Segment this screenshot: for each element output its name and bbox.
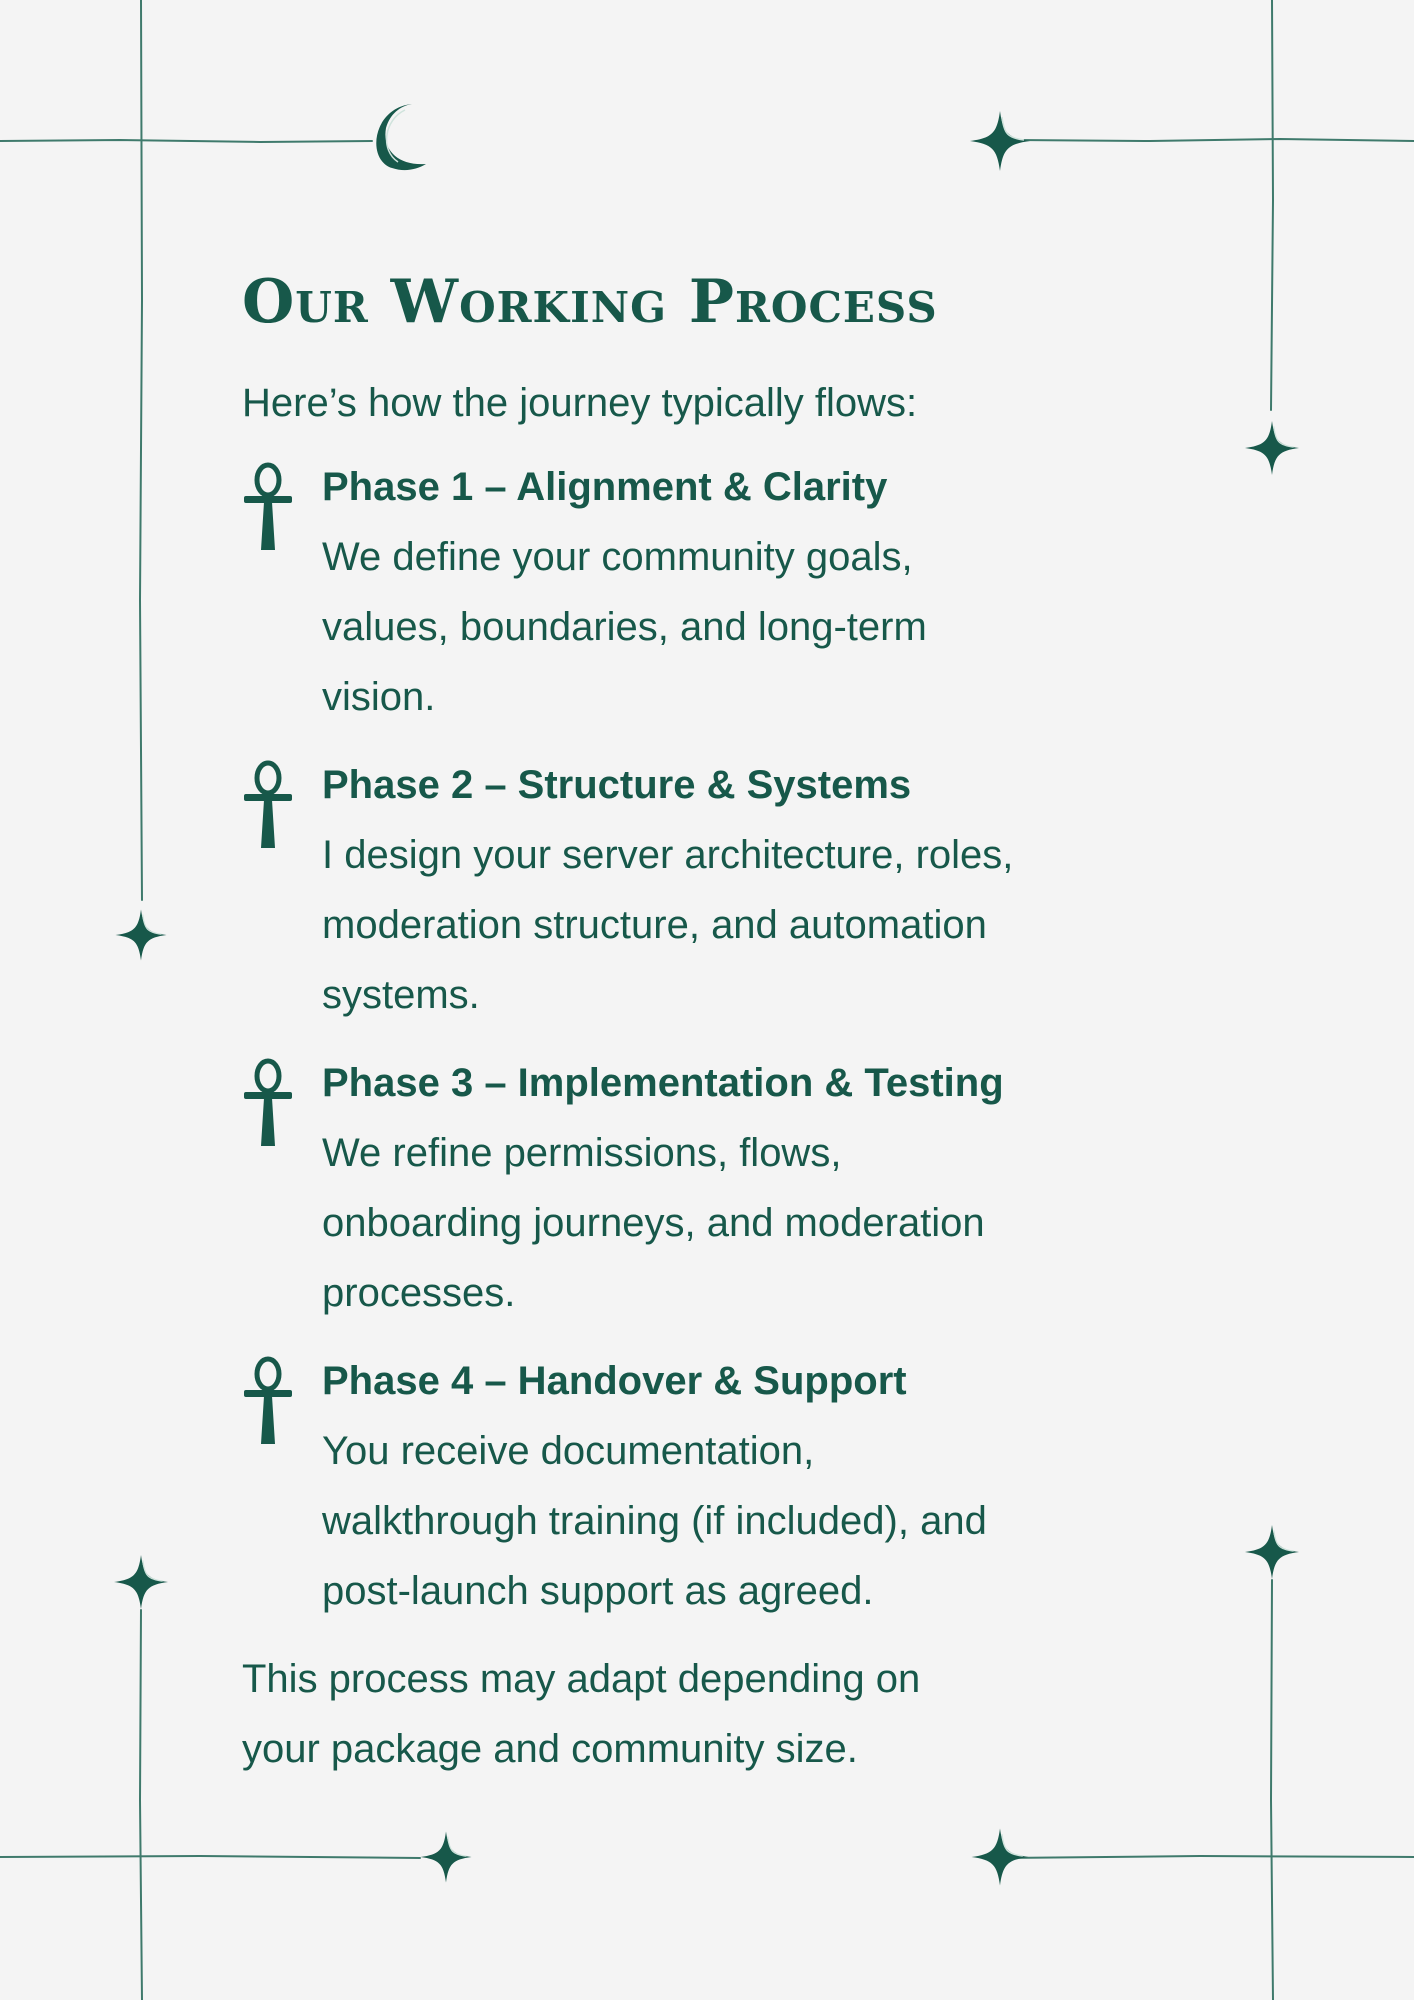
page-title: Our Working Process [242,267,938,337]
phase-item-4 [242,1346,1182,1626]
phase-description-line: I design your server architecture, roles, [322,833,1014,877]
phase-description-line: vision. [322,675,436,719]
phase-description [322,1118,1182,1328]
crescent-moon-icon [376,104,426,170]
phase-title: Phase 2 – Structure & Systems [322,763,912,807]
phase-description-line: We define your community goals, [322,535,913,579]
phase-description-line: We refine permissions, flows, [322,1131,842,1175]
phase-description-line: moderation structure, and automation [322,903,987,947]
closing-note-line: This process may adapt depending on [242,1657,921,1701]
phase-description [322,1416,1182,1626]
ankh-icon [242,462,294,552]
intro-text: Here’s how the journey typically flows: [242,381,918,425]
phase-description [322,820,1182,1030]
phase-description-line: You receive documentation, [322,1429,815,1473]
phase-list [242,452,1182,1626]
phase-description [322,522,1182,732]
phase-item-3 [242,1048,1182,1328]
phase-description-line: processes. [322,1271,516,1315]
phase-title: Phase 1 – Alignment & Clarity [322,465,888,509]
phase-title: Phase 3 – Implementation & Testing [322,1061,1004,1105]
phase-description-line: values, boundaries, and long-term [322,605,927,649]
phase-item-1 [242,452,1182,732]
closing-note-line: your package and community size. [242,1727,858,1771]
ankh-icon [242,1356,294,1446]
phase-description-line: onboarding journeys, and moderation [322,1201,985,1245]
phase-item-2 [242,750,1182,1030]
phase-description-line: walkthrough training (if included), and [322,1499,987,1543]
closing-note [242,1644,1122,1784]
main-content [242,262,1182,1784]
phase-description-line: post-launch support as agreed. [322,1569,874,1613]
phase-description-line: systems. [322,973,480,1017]
ankh-icon [242,760,294,850]
phase-title: Phase 4 – Handover & Support [322,1359,907,1403]
ankh-icon [242,1058,294,1148]
